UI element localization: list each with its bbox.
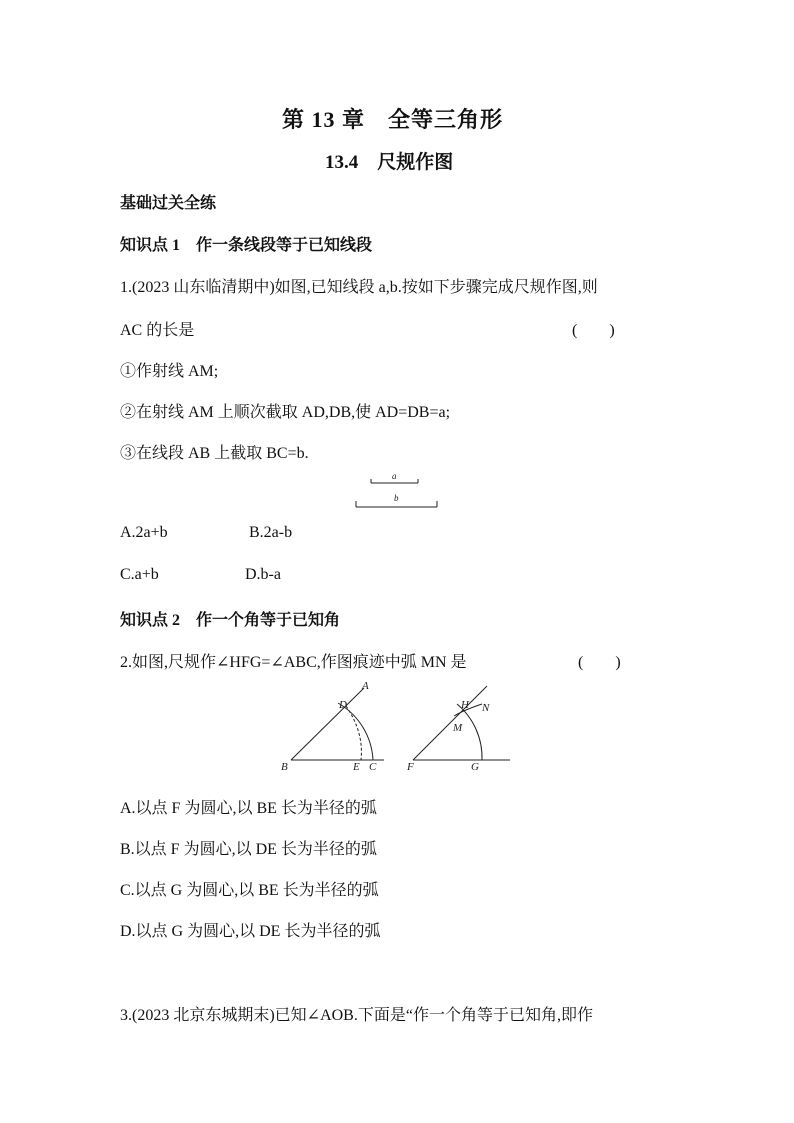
- label-M: M: [453, 722, 463, 734]
- label-G: G: [471, 761, 479, 773]
- question-3-stem: 3.(2023 北京东城期末)已知∠AOB.下面是“作一个角等于已知角,即作: [120, 1007, 593, 1024]
- question-1-stem-line2: AC 的长是: [120, 322, 195, 339]
- section-title: 13.4 尺规作图: [325, 152, 454, 173]
- arc-DE: [338, 703, 373, 760]
- question-1-step-3: ③在线段 AB 上截取 BC=b.: [120, 445, 309, 462]
- question-2-stem: 2.如图,尺规作∠HFG=∠ABC,作图痕迹中弧 MN 是: [120, 654, 467, 671]
- question-2-option-b: B.以点 F 为圆心,以 DE 长为半径的弧: [120, 841, 377, 858]
- label-H: H: [461, 699, 469, 711]
- label-D: D: [339, 699, 347, 711]
- question-2-option-d: D.以点 G 为圆心,以 DE 长为半径的弧: [120, 923, 381, 940]
- question-1-option-c: C.a+b: [120, 566, 159, 583]
- label-N: N: [482, 702, 490, 714]
- question-2-option-a: A.以点 F 为圆心,以 BE 长为半径的弧: [120, 800, 377, 817]
- ray-BA: [291, 688, 364, 760]
- question-1-answer-bracket: ( ): [572, 322, 615, 339]
- knowledge-point-2-heading: 知识点 2 作一个角等于已知角: [120, 612, 341, 629]
- label-A: A: [362, 680, 369, 692]
- segment-b-label: b: [394, 493, 399, 503]
- question-1-option-d: D.b-a: [245, 566, 281, 583]
- ray-FH: [413, 686, 487, 760]
- question-1-step-2: ②在射线 AM 上顺次截取 AD,DB,使 AD=DB=a;: [120, 404, 451, 421]
- question-2-answer-bracket: ( ): [578, 654, 621, 671]
- chapter-title: 第 13 章 全等三角形: [282, 107, 504, 132]
- knowledge-point-1-heading: 知识点 1 作一条线段等于已知线段: [120, 237, 373, 254]
- segment-a-label: a: [392, 471, 397, 481]
- question-1-option-a: A.2a+b: [120, 524, 168, 541]
- question-2-option-c: C.以点 G 为圆心,以 BE 长为半径的弧: [120, 882, 379, 899]
- question-1-option-b: B.2a-b: [249, 524, 293, 541]
- label-C: C: [369, 761, 377, 773]
- question-2-angle-figure: [270, 680, 520, 780]
- dashed-arc-DE: [346, 706, 361, 760]
- label-E: E: [353, 761, 360, 773]
- question-1-segment-figure: [350, 468, 450, 514]
- label-F: F: [407, 761, 414, 773]
- question-1-stem-line1: 1.(2023 山东临清期中)如图,已知线段 a,b.按如下步骤完成尺规作图,则: [120, 279, 598, 296]
- question-1-step-1: ①作射线 AM;: [120, 363, 219, 380]
- label-B: B: [281, 761, 288, 773]
- practice-heading: 基础过关全练: [120, 195, 217, 212]
